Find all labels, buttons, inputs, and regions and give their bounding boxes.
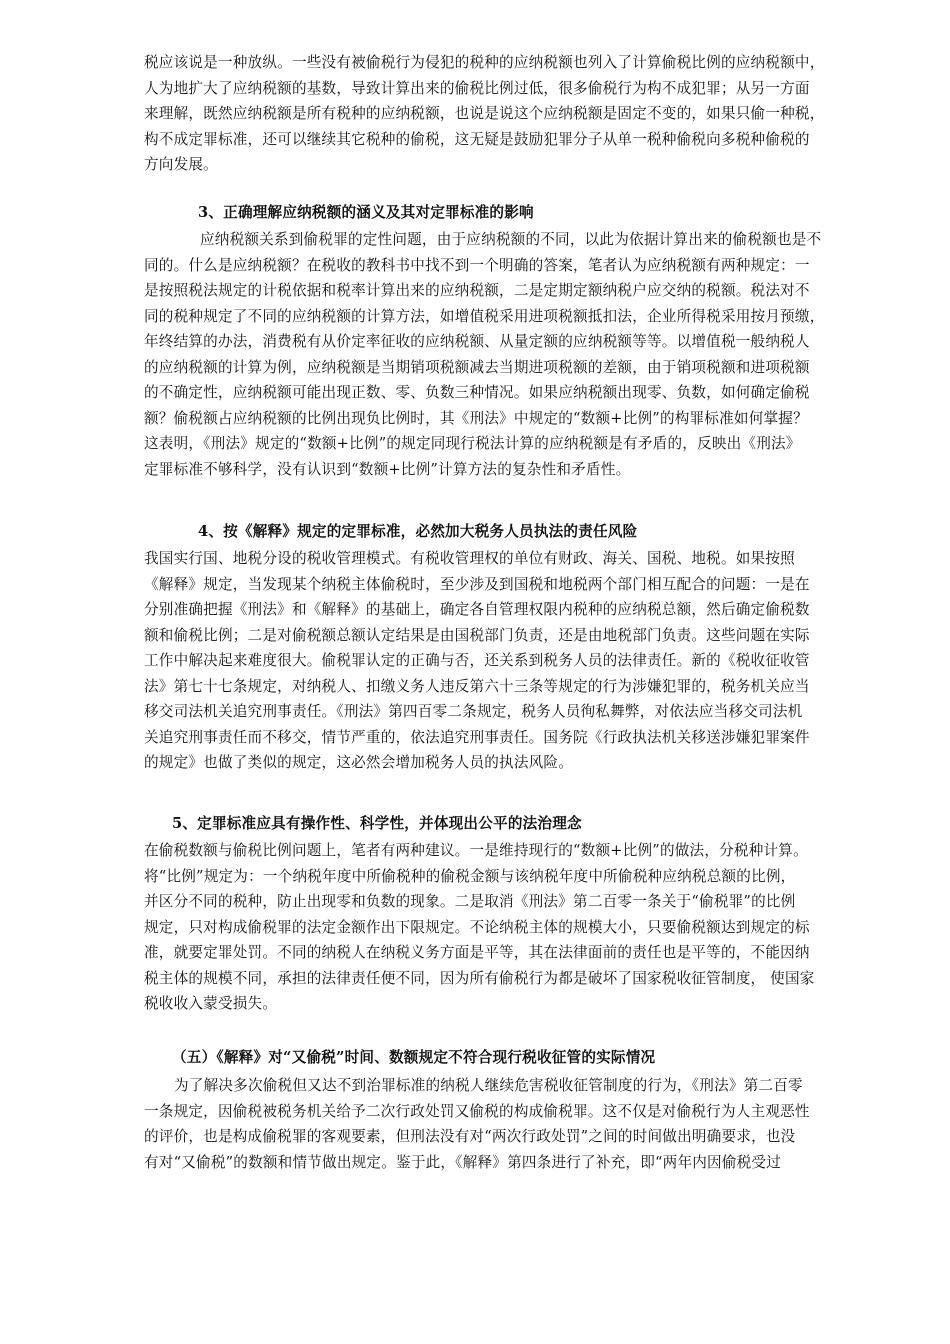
- text-line: 并区分不同的税种，防止出现零和负数的现象。二是取消《刑法》第二百零一条关于“偷税罪”的比例: [144, 893, 796, 910]
- paragraph-recommendations: [144, 838, 870, 1017]
- text-line: 规定，只对构成偷税罪的法定金额作出下限规定。不论纳税主体的规模大小，只要偷税额达到规定的标: [144, 918, 810, 936]
- text-line: 税收收入蒙受损失。: [144, 995, 278, 1012]
- text-line: 有对“又偷税”的数额和情节做出规定。鉴于此，《解释》第四条进行了补充，即“两年内因偷税受过: [144, 1153, 782, 1171]
- text-line: 为了解决多次偷税但又达不到治罪标准的纳税人继续危害税收征管制度的行为，《刑法》第二百零: [174, 1077, 803, 1094]
- text-line: 方向发展。: [144, 156, 218, 173]
- text-line: 关追究刑事责任而不移交，情节严重的，依法追究刑事责任。国务院《行政执法机关移送涉嫌犯罪案件: [144, 728, 810, 746]
- text-line: 分别准确把握《刑法》和《解释》的基础上，确定各自管理权限内税种的应纳税总额，然后确定偷税数: [144, 601, 810, 618]
- section-heading-five: （五）《解释》对“又偷税”时间、数额规定不符合现行税收征管的实际情况: [172, 1049, 656, 1066]
- text-line: 年终结算的办法，消费税有从价定率征收的应纳税额、从量定额的应纳税额等等。以增值税一般纳税人: [144, 333, 810, 350]
- paragraph-enforcement-risk: [144, 546, 870, 776]
- section-heading-3: 3、正确理解应纳税额的涵义及其对定罪标准的影响: [198, 204, 534, 221]
- section-heading-4: 4、按《解释》规定的定罪标准，必然加大税务人员执法的责任风险: [198, 523, 638, 540]
- paragraph-tax-indulgence: [144, 50, 870, 178]
- text-line: 法》第七十七条规定，对纳税人、扣缴义务人违反第六十三条等规定的行为涉嫌犯罪的，税务机关应当: [144, 677, 810, 695]
- text-line: 应纳税额关系到偷税罪的定性问题，由于应纳税额的不同，以此为依据计算出来的偷税额也是不: [200, 231, 822, 248]
- text-line: 额？偷税额占应纳税额的比例出现负比例时，其《刑法》中规定的“数额+比例”的构罪标准如何掌握？: [144, 409, 808, 427]
- text-line: 工作中解决起来难度很大。偷税罪认定的正确与否，还关系到税务人员的法律责任。新的《税收征收管: [144, 652, 810, 669]
- text-line: 税应该说是一种放纵。一些没有被偷税行为侵犯的税种的应纳税额也列入了计算偷税比例的应纳税额中，: [144, 54, 825, 71]
- section-heading-5: 5、定罪标准应具有操作性、科学性，并体现出公平的法治理念: [172, 815, 582, 832]
- paragraph-taxable-amount: [144, 227, 870, 482]
- text-line: 将“比例”规定为：一个纳税年度中所偷税种的偷税金额与该纳税年度中所偷税种应纳税总额的比例，: [144, 867, 796, 885]
- text-line: 《解释》规定，当发现某个纳税主体偷税时，至少涉及到国税和地税两个部门相互配合的问题：一是在: [144, 575, 810, 593]
- text-line: 定罪标准不够科学，没有认识到“数额+比例”计算方法的复杂性和矛盾性。: [144, 460, 631, 478]
- text-line: 同的税种规定了不同的应纳税额的计算方法，如增值税采用进项税额抵扣法，企业所得税采用按月预缴，: [144, 307, 825, 325]
- text-line: 的规定》也做了类似的规定，这必然会增加税务人员的执法风险。: [144, 754, 574, 771]
- text-line: 我国实行国、地税分设的税收管理模式。有税收管理权的单位有财政、海关、国税、地税。如果按照: [144, 550, 795, 567]
- text-line: 在偷税数额与偷税比例问题上，笔者有两种建议。一是维持现行的“数额+比例”的做法，分税种计算。: [144, 842, 808, 859]
- text-line: 准，就要定罪处罚。不同的纳税人在纳税义务方面是平等，其在法律面前的责任也是平等的，不能因纳: [144, 944, 810, 961]
- text-line: 一条规定，因偷税被税务机关给予二次行政处罚又偷税的构成偷税罪。这不仅是对偷税行为人主观恶性: [144, 1102, 810, 1120]
- text-line: 人为地扩大了应纳税额的基数，导致计算出来的偷税比例过低，很多偷税行为构不成犯罪；从另一方面: [144, 79, 810, 97]
- text-line: 来理解，既然应纳税额是所有税种的应纳税额，也说是说这个应纳税额是固定不变的，如果只偷一种税，: [144, 105, 825, 122]
- text-line: 这表明，《刑法》规定的“数额+比例”的规定同现行税法计算的应纳税额是有矛盾的，反映出《刑法》: [144, 435, 801, 452]
- text-line: 额和偷税比例；二是对偷税额总额认定结果是由国税部门负责，还是由地税部门负责。这些问题在实际: [144, 626, 810, 644]
- paragraph-repeat-evasion: [144, 1073, 870, 1175]
- text-line: 同的。什么是应纳税额？在税收的教科书中找不到一个明确的答案，笔者认为应纳税额有两种规定：一: [144, 256, 810, 274]
- text-line: 税主体的规模不同，承担的法律责任便不同，因为所有偷税行为都是破坏了国家税收征管制度， 使国家: [144, 969, 815, 987]
- text-line: 的不确定性，应纳税额可能出现正数、零、负数三种情况。如果应纳税额出现零、负数，如何确定偷税: [144, 384, 810, 401]
- text-line: 的评价，也是构成偷税罪的客观要素，但刑法没有对“两次行政处罚”之间的时间做出明确要求，也没: [144, 1128, 796, 1145]
- text-line: 是按照税法规定的计税依据和税率计算出来的应纳税额，二是定期定额纳税户应交纳的税额。税法对不: [144, 282, 810, 299]
- text-line: 的应纳税额的计算为例，应纳税额是当期销项税额减去当期进项税额的差额，由于销项税额和进项税额: [144, 358, 810, 376]
- text-line: 移交司法机关追究刑事责任。《刑法》第四百零二条规定，税务人员徇私舞弊，对依法应当移交司法机: [144, 703, 803, 720]
- text-line: 构不成定罪标准，还可以继续其它税种的偷税，这无疑是鼓励犯罪分子从单一税种偷税向多税种偷税的: [144, 130, 810, 148]
